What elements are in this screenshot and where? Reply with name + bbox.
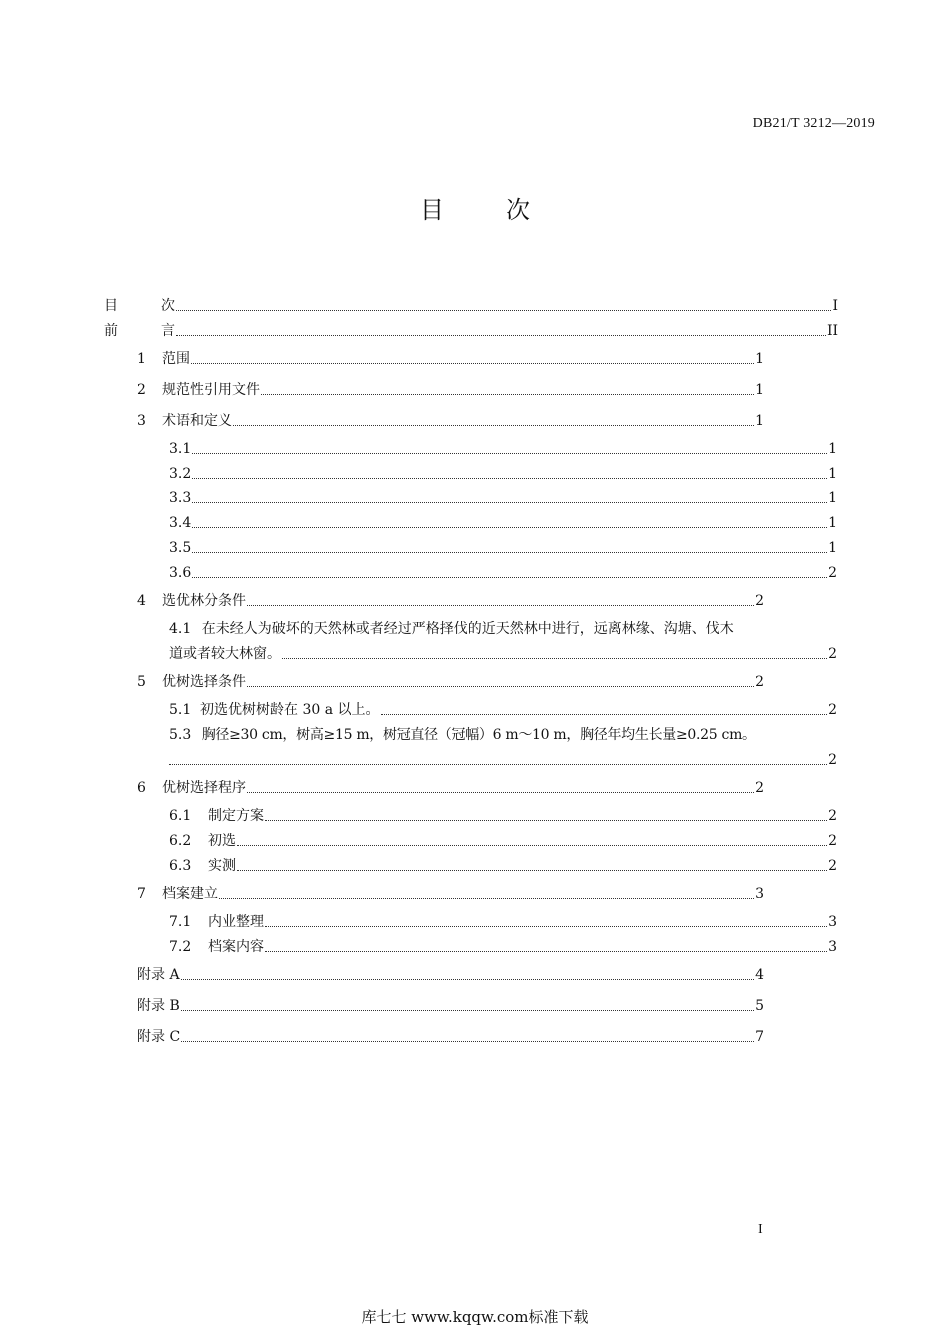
toc-page: 3 <box>828 914 837 930</box>
leader-dots <box>381 713 828 715</box>
toc-entry-6-1[interactable] <box>169 807 837 825</box>
toc-num: 6.1 <box>169 808 192 824</box>
toc-page: 2 <box>828 833 837 849</box>
toc-page: 2 <box>755 593 764 609</box>
toc-entry-5-3-line2[interactable] <box>169 751 837 769</box>
leader-dots <box>265 819 827 821</box>
leader-dots <box>176 334 826 336</box>
toc-entry-3-4[interactable] <box>169 514 837 532</box>
leader-dots <box>237 869 827 871</box>
toc-num: 3 <box>137 413 146 429</box>
toc-entry-4-1-line1[interactable] <box>169 620 734 638</box>
toc-label: 初选 <box>208 833 236 849</box>
toc-entry-section-2[interactable] <box>137 381 764 399</box>
leader-dots <box>247 791 754 793</box>
toc-page: 1 <box>828 515 837 531</box>
toc-label: 附录 A <box>137 967 180 983</box>
leader-dots <box>233 424 754 426</box>
toc-label: 在未经人为破坏的天然林或者经过严格择伐的近天然林中进行，远离林缘、沟塘、伐木 <box>201 621 734 637</box>
toc-num: 2 <box>137 382 146 398</box>
toc-num: 5.1 <box>169 702 192 718</box>
toc-label: 胸径≥30 cm，树高≥15 m，树冠直径（冠幅）6 m～10 m，胸径年均生长量≥0.25 cm。 <box>201 727 756 743</box>
leader-dots <box>237 844 827 846</box>
toc-label: 范围 <box>162 351 190 367</box>
toc-entry-section-6[interactable] <box>137 779 764 797</box>
toc-num: 4.1 <box>169 621 192 637</box>
toc-label: 内业整理 <box>208 914 264 930</box>
toc-page: 1 <box>828 540 837 556</box>
toc-label: 初选优树树龄在 30 a 以上。 <box>200 702 380 718</box>
toc-entry-appendix-b[interactable] <box>137 997 764 1015</box>
leader-dots <box>192 576 827 578</box>
leader-dots <box>176 309 831 311</box>
toc-num: 3.4 <box>169 515 192 531</box>
toc-entry-contents[interactable] <box>104 297 838 315</box>
leader-dots <box>191 362 754 364</box>
toc-entry-6-2[interactable] <box>169 832 837 850</box>
leader-dots <box>192 477 827 479</box>
toc-entry-4-1-line2[interactable] <box>169 645 837 663</box>
toc-label: 优树选择条件 <box>162 674 246 690</box>
toc-label: 目 <box>104 298 118 314</box>
toc-page: II <box>826 323 838 339</box>
toc-label: 前 <box>104 323 118 339</box>
toc-page: 2 <box>828 565 837 581</box>
toc-label: 档案建立 <box>162 886 218 902</box>
toc-entry-appendix-c[interactable] <box>137 1028 764 1046</box>
leader-dots <box>265 950 827 952</box>
toc-entry-6-3[interactable] <box>169 857 837 875</box>
toc-page: 2 <box>828 752 837 768</box>
page-number: I <box>758 1222 763 1237</box>
toc-num: 5.3 <box>169 727 192 743</box>
toc-entry-3-3[interactable] <box>169 489 837 507</box>
toc-page: 2 <box>755 674 764 690</box>
toc-num: 5 <box>137 674 146 690</box>
leader-dots <box>192 526 827 528</box>
toc-num: 3.1 <box>169 441 192 457</box>
toc-label: 选优林分条件 <box>162 593 246 609</box>
toc-entry-section-7[interactable] <box>137 885 764 903</box>
toc-num: 3.6 <box>169 565 192 581</box>
toc-page: 3 <box>828 939 837 955</box>
leader-dots <box>247 604 754 606</box>
toc-page: 2 <box>828 808 837 824</box>
toc-label: 制定方案 <box>208 808 264 824</box>
toc-num: 3.3 <box>169 490 192 506</box>
toc-label: 档案内容 <box>208 939 264 955</box>
leader-dots <box>219 897 754 899</box>
leader-dots <box>247 685 754 687</box>
toc-num: 6.2 <box>169 833 192 849</box>
toc-num: 6.3 <box>169 858 192 874</box>
toc-num: 4 <box>137 593 146 609</box>
leader-dots <box>181 1009 754 1011</box>
toc-entry-3-2[interactable] <box>169 465 837 483</box>
toc-page: 1 <box>755 413 764 429</box>
toc-entry-3-6[interactable] <box>169 564 837 582</box>
toc-page: 2 <box>828 858 837 874</box>
toc-page: 2 <box>755 780 764 796</box>
toc-entry-foreword[interactable] <box>104 322 838 340</box>
toc-num: 3.5 <box>169 540 192 556</box>
leader-dots <box>261 393 754 395</box>
toc-entry-7-1[interactable] <box>169 913 837 931</box>
toc-page: 5 <box>755 998 764 1014</box>
leader-dots <box>192 501 827 503</box>
toc-label: 规范性引用文件 <box>162 382 260 398</box>
site-watermark: 库七七 www.kqqw.com标准下载 <box>361 1308 589 1326</box>
toc-label: 优树选择程序 <box>162 780 246 796</box>
toc-entry-3-5[interactable] <box>169 539 837 557</box>
toc-label: 言 <box>161 323 175 339</box>
toc-num: 6 <box>137 780 146 796</box>
toc-label: 附录 B <box>137 998 180 1014</box>
leader-dots <box>169 763 827 765</box>
toc-label: 次 <box>161 298 175 314</box>
toc-page: 2 <box>828 702 837 718</box>
page-title: 目次 <box>420 196 592 224</box>
toc-page: 3 <box>755 886 764 902</box>
toc-page: 2 <box>828 646 837 662</box>
toc-label: 实测 <box>208 858 236 874</box>
toc-num: 7.1 <box>169 914 192 930</box>
toc-entry-section-4[interactable] <box>137 592 764 610</box>
toc-label: 附录 C <box>137 1029 181 1045</box>
toc-num: 3.2 <box>169 466 192 482</box>
toc-page: 7 <box>755 1029 764 1045</box>
toc-page: 1 <box>828 490 837 506</box>
toc-entry-section-5[interactable] <box>137 673 764 691</box>
toc-page: 4 <box>755 967 764 983</box>
toc-entry-section-3[interactable] <box>137 412 764 430</box>
toc-page: 1 <box>828 441 837 457</box>
toc-entry-appendix-a[interactable] <box>137 966 764 984</box>
toc-entry-5-3-line1[interactable] <box>169 726 756 744</box>
toc-entry-7-2[interactable] <box>169 938 837 956</box>
toc-entry-3-1[interactable] <box>169 440 837 458</box>
leader-dots <box>181 1040 754 1042</box>
toc-page: 1 <box>828 466 837 482</box>
leader-dots <box>282 657 827 659</box>
leader-dots <box>181 978 755 980</box>
toc-num: 1 <box>137 351 146 367</box>
toc-num: 7.2 <box>169 939 192 955</box>
toc-page: I <box>832 298 838 314</box>
toc-entry-5-1[interactable] <box>169 701 837 719</box>
toc-label: 术语和定义 <box>162 413 232 429</box>
leader-dots <box>265 925 827 927</box>
toc-label: 道或者较大林窗。 <box>169 646 281 662</box>
standard-code: DB21/T 3212—2019 <box>752 116 875 131</box>
toc-page: 1 <box>755 382 764 398</box>
leader-dots <box>192 452 827 454</box>
toc-page: 1 <box>755 351 764 367</box>
toc-num: 7 <box>137 886 146 902</box>
toc-entry-section-1[interactable] <box>137 350 764 368</box>
leader-dots <box>192 551 827 553</box>
